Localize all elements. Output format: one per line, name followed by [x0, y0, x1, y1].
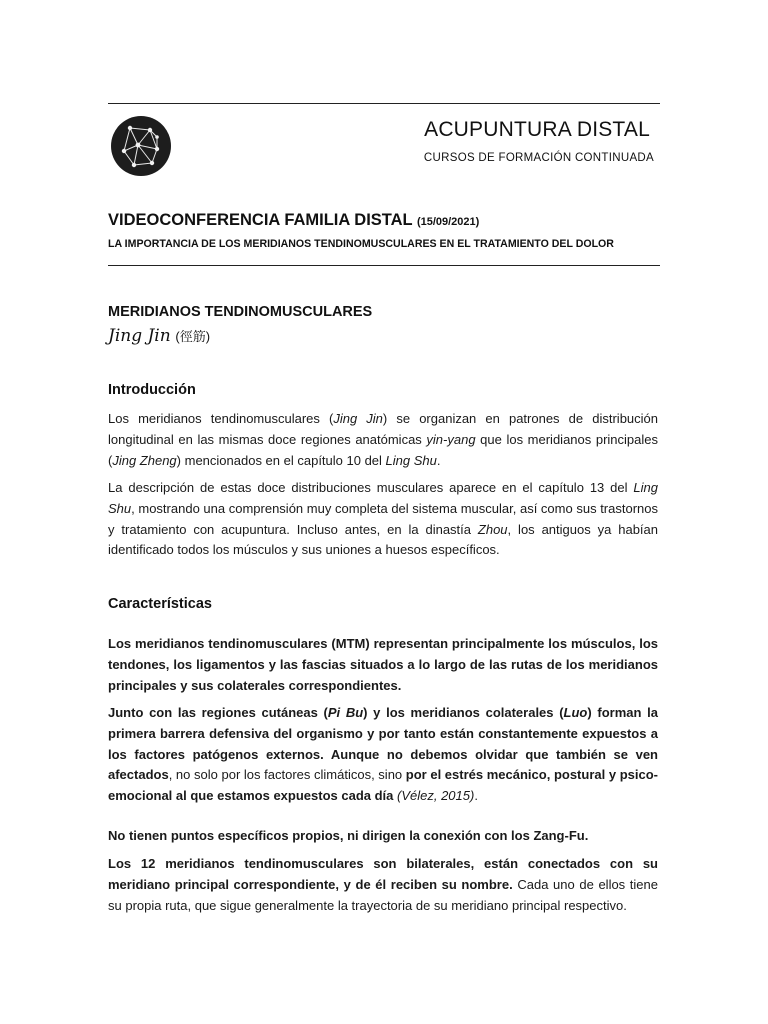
caracteristicas-paragraph-3 [108, 826, 658, 847]
section-subtitle-chinese: (徑筋) [175, 329, 211, 344]
event-subtitle: LA IMPORTANCIA DE LOS MERIDIANOS TENDINOMUSCULARES EN EL TRATAMIENTO DEL DOLOR [108, 238, 614, 250]
text-run: Cada uno de ellos tiene su propia ruta, que sigue generalmente la trayectoria de su meridiano principal respectivo. [108, 876, 658, 913]
text-run: ) se organizan en patrones de distribución longitudinal en las mismas doce regiones anatómicas [108, 411, 658, 447]
bold-run: Los meridianos tendinomusculares (MTM) representan principalmente los músculos, los tendones, los ligamentos y las fascias situados a lo largo de las rutas de los meridianos principales y sus colaterales correspondientes. [108, 636, 658, 693]
caracteristicas-paragraph-2 [108, 703, 658, 807]
italic-term: Jing Zheng [112, 452, 177, 468]
section-subtitle-latin: Jing Jin [108, 326, 171, 346]
event-title: VIDEOCONFERENCIA FAMILIA DISTAL [108, 211, 413, 229]
header-top-rule [108, 103, 660, 104]
bold-italic-term: Pi Bu [327, 705, 364, 720]
italic-term: Jing Jin [333, 411, 383, 426]
brand-title: ACUPUNTURA DISTAL [424, 118, 650, 141]
citation: (Vélez, 2015) [393, 788, 475, 804]
text-run: , no solo por los factores climáticos, sino [168, 767, 406, 783]
text-run: , los antiguos ya habían identificado todos los músculos y sus uniones a huesos específicos. [108, 521, 658, 558]
bold-italic-term: Luo [563, 705, 588, 720]
italic-term: yin-yang [426, 431, 476, 447]
text-run: La descripción de estas doce distribuciones musculares aparece en el capítulo 13 del [108, 480, 634, 495]
text-run: . [474, 788, 478, 804]
caracteristicas-paragraph-1 [108, 634, 658, 696]
caracteristicas-heading: Características [108, 596, 212, 612]
bold-run: ) forman la primera barrera defensiva del organismo y por tanto están constantemente expuestos a los factores patógenos externos. Aunque no debemos olvidar que también se ven afectados [108, 705, 658, 783]
section-title: MERIDIANOS TENDINOMUSCULARES [108, 304, 373, 320]
event-date: (15/09/2021) [416, 216, 480, 228]
bold-run: ) y los meridianos colaterales ( [363, 705, 564, 720]
introduccion-paragraph-1 [108, 409, 658, 471]
document-page [108, 0, 660, 1024]
network-sphere-logo-icon [110, 115, 172, 177]
italic-term: Zhou [477, 521, 508, 537]
text-run: que los meridianos principales ( [108, 431, 659, 468]
text-run: Los meridianos tendinomusculares ( [108, 411, 334, 426]
event-title-line [108, 211, 479, 230]
text-run: . [436, 452, 441, 468]
caracteristicas-paragraph-4 [108, 854, 658, 916]
bold-run: No tienen puntos específicos propios, ni dirigen la conexión con los Zang-Fu. [108, 828, 589, 843]
italic-term: Ling Shu [108, 480, 658, 516]
header-bottom-rule [108, 265, 660, 266]
bold-run: por el estrés mecánico, postural y psico-emocional al que estamos expuestos cada día [108, 767, 658, 804]
text-run: , mostrando una comprensión muy completa del sistema muscular, así como sus trastornos y tratamiento con acupuntura. Incluso antes, en la dinastía [108, 500, 658, 537]
bold-run: Junto con las regiones cutáneas ( [108, 705, 328, 720]
introduccion-paragraph-2 [108, 478, 658, 561]
brand-subtitle: CURSOS DE FORMACIÓN CONTINUADA [423, 152, 654, 164]
introduccion-heading: Introducción [108, 382, 196, 398]
bold-run: Los 12 meridianos tendinomusculares son bilaterales, están conectados con su meridiano principal correspondiente, y de él reciben su nombre. [108, 856, 658, 892]
text-run: ) mencionados en el capítulo 10 del [176, 452, 386, 468]
section-subtitle [108, 326, 210, 346]
italic-term: Ling Shu [385, 452, 437, 468]
